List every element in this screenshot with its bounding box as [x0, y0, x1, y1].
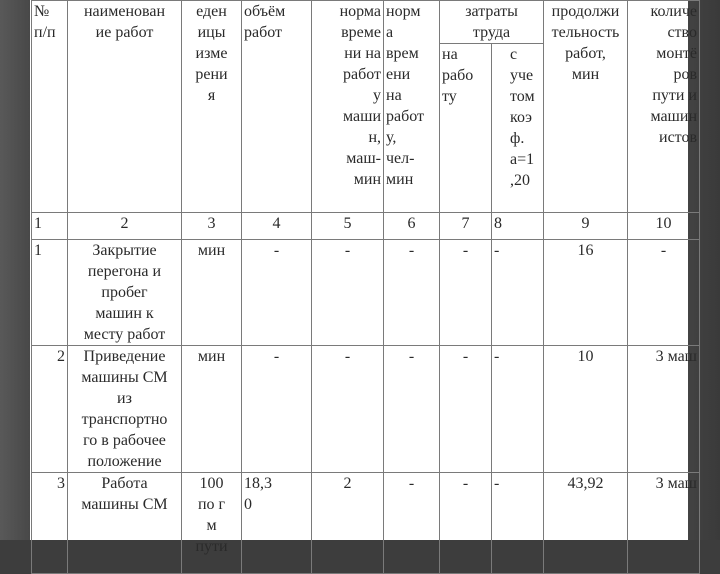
row-duration: 10 — [544, 346, 628, 473]
header-row — [32, 1, 700, 44]
row-labor-on-work: - — [440, 473, 492, 574]
column-number: 5 — [312, 213, 384, 240]
row-labor-with-coef: - — [492, 473, 544, 574]
slide-left-background — [0, 0, 30, 540]
row-no: 1 — [32, 240, 68, 346]
table-row — [32, 346, 700, 473]
row-name: Работа машины СМ — [68, 473, 182, 574]
table-row — [32, 473, 700, 574]
row-duration: 43,92 — [544, 473, 628, 574]
header-name: наименован ие работ — [68, 1, 182, 213]
column-number: 3 — [182, 213, 242, 240]
row-unit: мин — [182, 240, 242, 346]
row-name: Приведение машины СМ из транспортно го в рабочее положение — [68, 346, 182, 473]
column-number: 7 — [440, 213, 492, 240]
column-numbers-row — [32, 213, 700, 240]
column-number: 6 — [384, 213, 440, 240]
column-number: 9 — [544, 213, 628, 240]
row-labor-with-coef: - — [492, 346, 544, 473]
row-count: 3 маш — [628, 473, 700, 574]
table-row — [32, 240, 700, 346]
row-norm-work: - — [384, 346, 440, 473]
row-volume: 18,3 0 — [242, 473, 312, 574]
work-schedule-table — [31, 0, 700, 574]
row-unit: мин — [182, 346, 242, 473]
row-volume: - — [242, 346, 312, 473]
column-number: 8 — [492, 213, 544, 240]
row-volume: - — [242, 240, 312, 346]
header-norm-machine: норма време ни на работ у маши н, маш- мин — [312, 1, 384, 213]
header-count: количе ство монтё ров пути и машин истов — [628, 1, 700, 213]
row-no: 2 — [32, 346, 68, 473]
row-count: - — [628, 240, 700, 346]
row-no: 3 — [32, 473, 68, 574]
header-no: № п/п — [32, 1, 68, 213]
column-number: 2 — [68, 213, 182, 240]
header-duration: продолжи тельность работ, мин — [544, 1, 628, 213]
row-norm-machine: 2 — [312, 473, 384, 574]
header-volume: объём работ — [242, 1, 312, 213]
column-number: 4 — [242, 213, 312, 240]
row-name: Закрытие перегона и пробег машин к месту работ — [68, 240, 182, 346]
row-labor-on-work: - — [440, 346, 492, 473]
column-number: 1 — [32, 213, 68, 240]
row-labor-with-coef: - — [492, 240, 544, 346]
row-norm-work: - — [384, 240, 440, 346]
row-labor-on-work: - — [440, 240, 492, 346]
row-unit: 100 по г м пути — [182, 473, 242, 574]
row-duration: 16 — [544, 240, 628, 346]
header-labor-on-work: на рабо ту — [440, 44, 492, 213]
row-norm-machine: - — [312, 240, 384, 346]
row-norm-work: - — [384, 473, 440, 574]
document-sheet — [30, 0, 697, 555]
row-norm-machine: - — [312, 346, 384, 473]
row-count: 3 маш — [628, 346, 700, 473]
header-labor-with-coef: с уче том коэ ф. а=1 ,20 — [492, 44, 544, 213]
column-number: 10 — [628, 213, 700, 240]
header-norm-work: норм а врем ени на работ у, чел- мин — [384, 1, 440, 213]
header-labor-costs: затраты труда — [440, 1, 544, 44]
header-unit: еден ицы изме рени я — [182, 1, 242, 213]
